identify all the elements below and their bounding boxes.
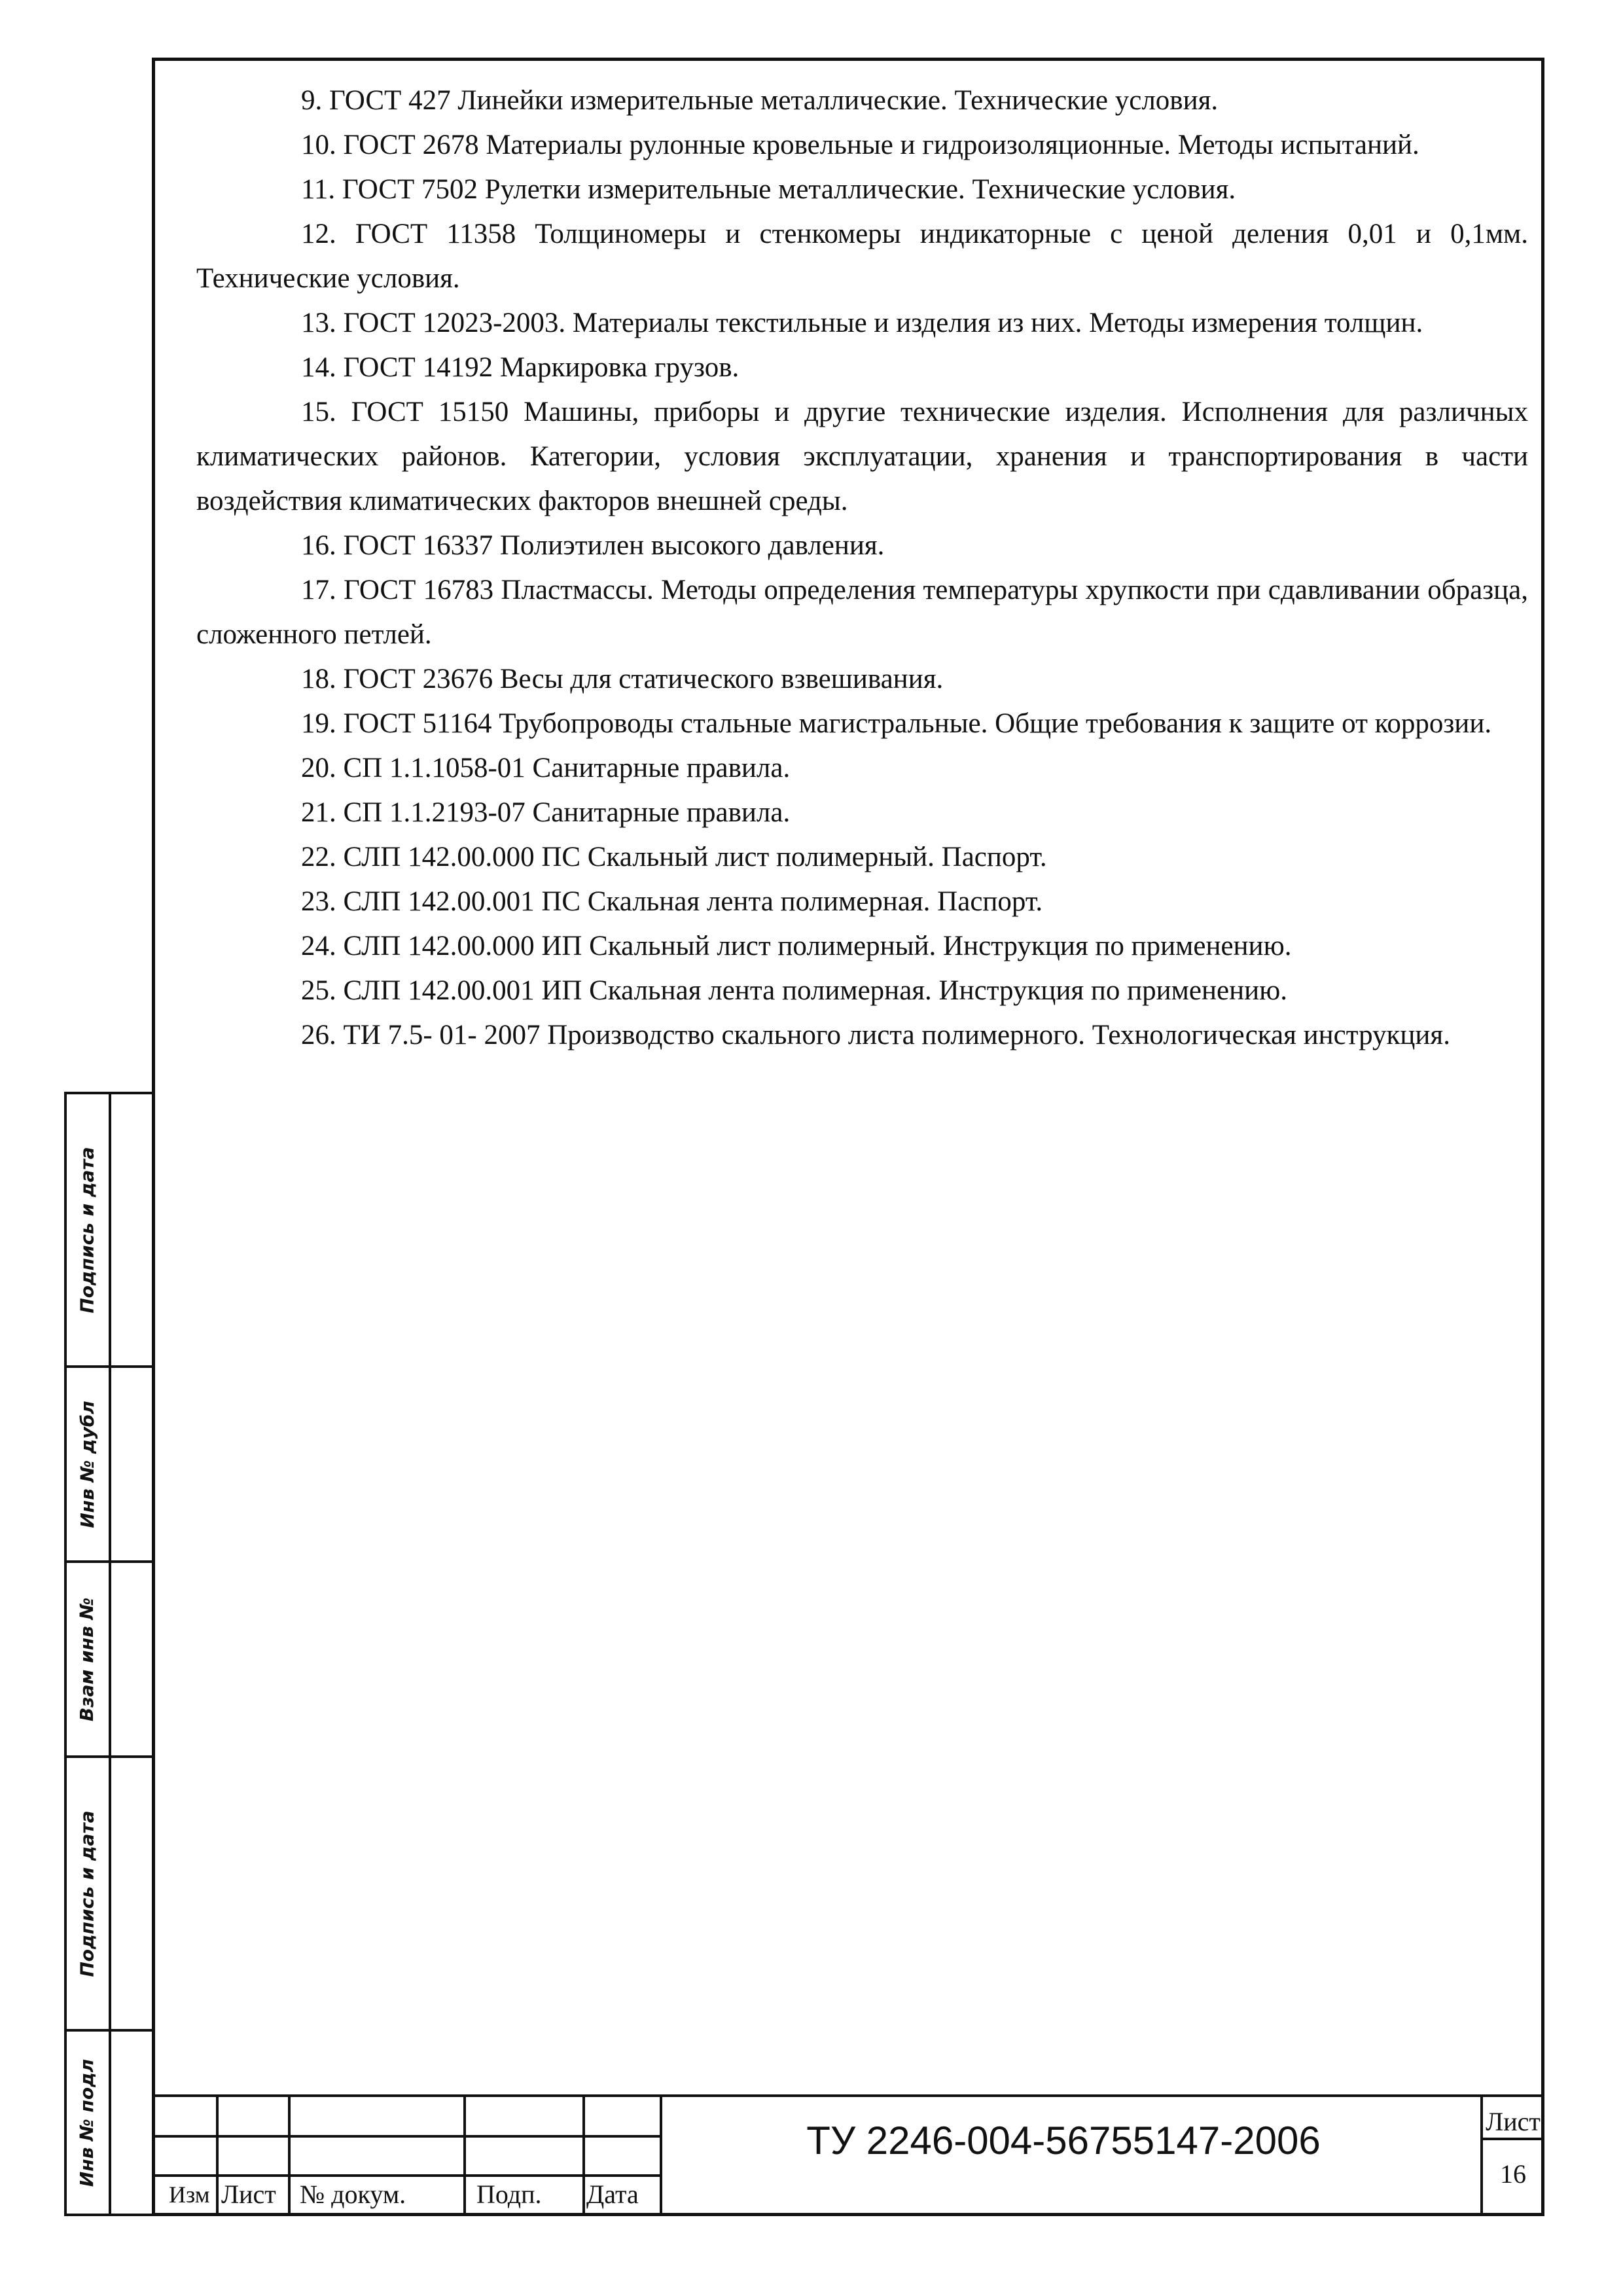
reference-item: 22. СЛП 142.00.000 ПС Скальный лист полимерный. Паспорт. xyxy=(301,842,1047,872)
reference-item: 20. СП 1.1.1058-01 Санитарные правила. xyxy=(301,753,791,783)
title-block-header-sheet: Лист xyxy=(221,2179,276,2209)
sheet-number: 16 xyxy=(1500,2159,1526,2189)
reference-item: 9. ГОСТ 427 Линейки измерительные металлические. Технические условия. xyxy=(301,85,1219,116)
reference-item: 13. ГОСТ 12023-2003. Материалы текстильные и изделия из них. Методы измерения толщин. xyxy=(301,308,1423,338)
reference-item: 24. СЛП 142.00.000 ИП Скальный лист полимерный. Инструкция по применению. xyxy=(301,931,1292,961)
sheet-label: Лист xyxy=(1486,2107,1541,2136)
side-label-replacement-inventory: Взам инв № xyxy=(76,1597,98,1721)
document-code: ТУ 2246-004-56755147-2006 xyxy=(806,2119,1321,2162)
title-block-header-change: Изм xyxy=(169,2181,210,2208)
title-block-header-signature: Подп. xyxy=(476,2179,542,2209)
reference-item: 23. СЛП 142.00.001 ПС Скальная лента полимерная. Паспорт. xyxy=(301,886,1043,917)
reference-item: 21. СП 1.1.2193-07 Санитарные правила. xyxy=(301,797,791,828)
reference-item: 15. ГОСТ 15150 Машины, приборы и другие технические изделия. Исполнения для различных климатических районов. Категории, условия эксплуатации, хранения и транспортирования в части воздействия климатических факторов внешней среды. xyxy=(196,397,1528,516)
reference-item: 12. ГОСТ 11358 Толщиномеры и стенкомеры индикаторные с ценой деления 0,01 и 0,1мм. Технические условия. xyxy=(196,219,1528,294)
title-block-header-date: Дата xyxy=(586,2179,639,2209)
reference-item: 25. СЛП 142.00.001 ИП Скальная лента полимерная. Инструкция по применению. xyxy=(301,975,1287,1006)
side-label-duplicate-inventory: Инв № дубл xyxy=(76,1400,98,1528)
side-label-signature-date-2: Подпись и дата xyxy=(76,1810,98,1977)
reference-item: 10. ГОСТ 2678 Материалы рулонные кровельные и гидроизоляционные. Методы испытаний. xyxy=(301,130,1419,160)
reference-item: 19. ГОСТ 51164 Трубопроводы стальные магистральные. Общие требования к защите от коррозии. xyxy=(301,708,1492,739)
side-label-signature-date: Подпись и дата xyxy=(76,1146,98,1314)
reference-item: 11. ГОСТ 7502 Рулетки измерительные металлические. Технические условия. xyxy=(301,174,1236,205)
reference-item: 18. ГОСТ 23676 Весы для статического взвешивания. xyxy=(301,664,944,694)
reference-list xyxy=(196,79,1528,1058)
reference-item: 16. ГОСТ 16337 Полиэтилен высокого давления. xyxy=(301,530,885,561)
side-label-original-inventory: Инв № подл xyxy=(76,2058,98,2187)
reference-item: 26. ТИ 7.5- 01- 2007 Производство скального листа полимерного. Технологическая инструкция. xyxy=(301,1020,1450,1050)
reference-item: 14. ГОСТ 14192 Маркировка грузов. xyxy=(301,352,740,383)
reference-item: 17. ГОСТ 16783 Пластмассы. Методы определения температуры хрупкости при сдавливании образца, сложенного петлей. xyxy=(196,575,1528,650)
title-block-header-document-number: № докум. xyxy=(300,2179,406,2209)
